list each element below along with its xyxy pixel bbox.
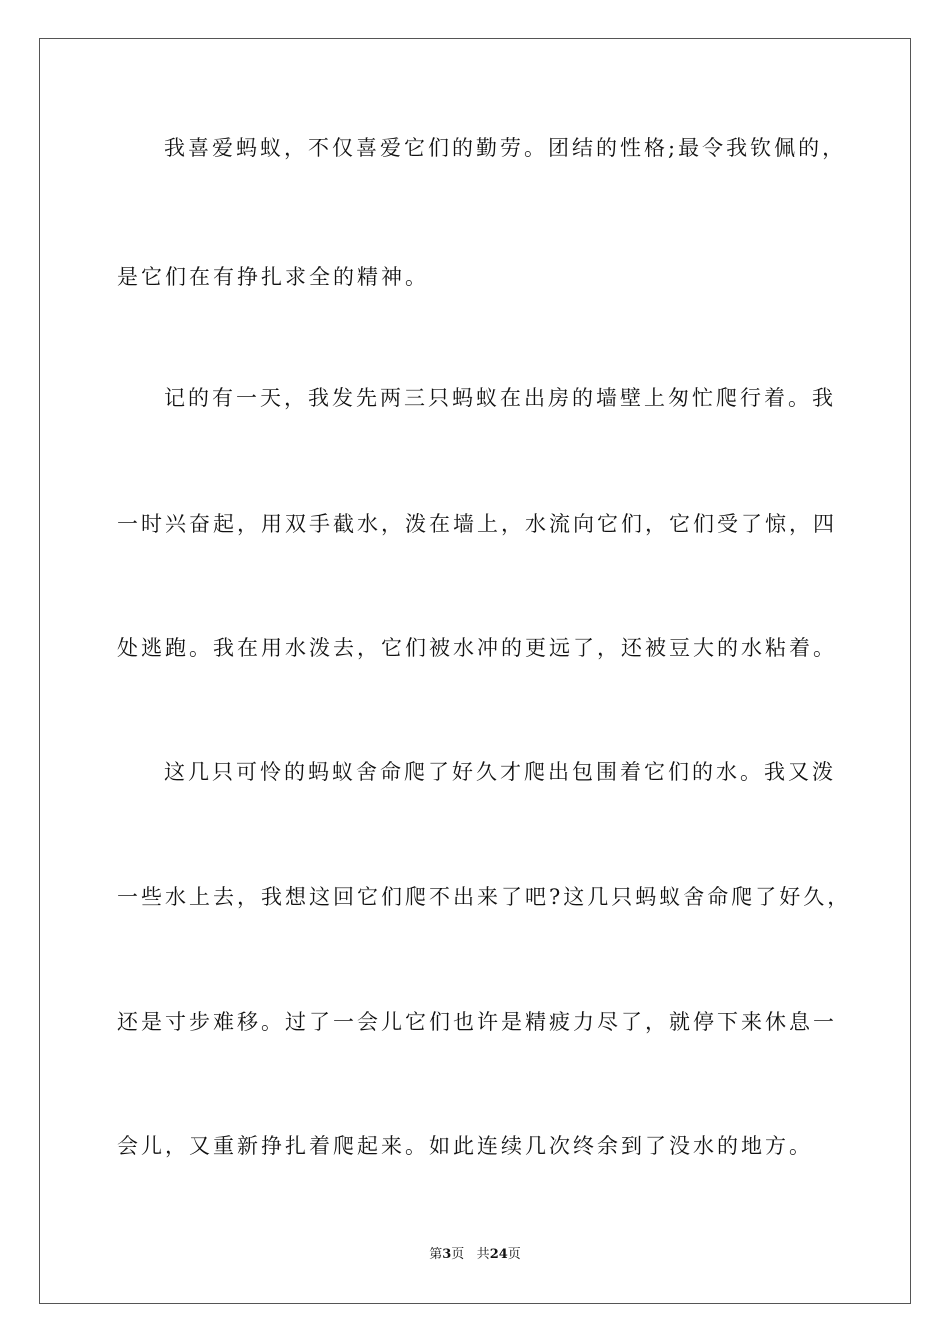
paragraph-3-line-4: 会儿，又重新挣扎着爬起来。如此连续几次终余到了没水的地方。	[117, 1134, 813, 1158]
paragraph-3-line-2: 一些水上去，我想这回它们爬不出来了吧?这几只蚂蚁舍命爬了好久，	[117, 885, 852, 909]
total-suffix: 页	[507, 1247, 521, 1262]
paragraph-2-line-2: 一时兴奋起，用双手截水，泼在墙上，水流向它们，它们受了惊，四	[117, 512, 837, 536]
page-footer	[0, 1246, 950, 1264]
paragraph-2-line-3: 处逃跑。我在用水泼去，它们被水冲的更远了，还被豆大的水粘着。	[117, 636, 837, 660]
paragraph-2-line-1: 记的有一天，我发先两三只蚂蚁在出房的墙壁上匆忙爬行着。我	[164, 386, 836, 410]
paragraph-1-line-1: 我喜爱蚂蚁，不仅喜爱它们的勤劳。团结的性格;最令我钦佩的，	[164, 136, 847, 160]
page-number: 3	[442, 1247, 452, 1262]
page-prefix: 第	[429, 1247, 443, 1262]
total-pages: 24	[489, 1247, 508, 1262]
page-border	[39, 38, 911, 1304]
paragraph-1-line-2: 是它们在有挣扎求全的精神。	[117, 265, 429, 289]
total-prefix: 共	[476, 1247, 490, 1262]
page-suffix: 页	[451, 1247, 465, 1262]
paragraph-3-line-1: 这几只可怜的蚂蚁舍命爬了好久才爬出包围着它们的水。我又泼	[164, 760, 836, 784]
paragraph-3-line-3: 还是寸步难移。过了一会儿它们也许是精疲力尽了，就停下来休息一	[117, 1010, 837, 1034]
